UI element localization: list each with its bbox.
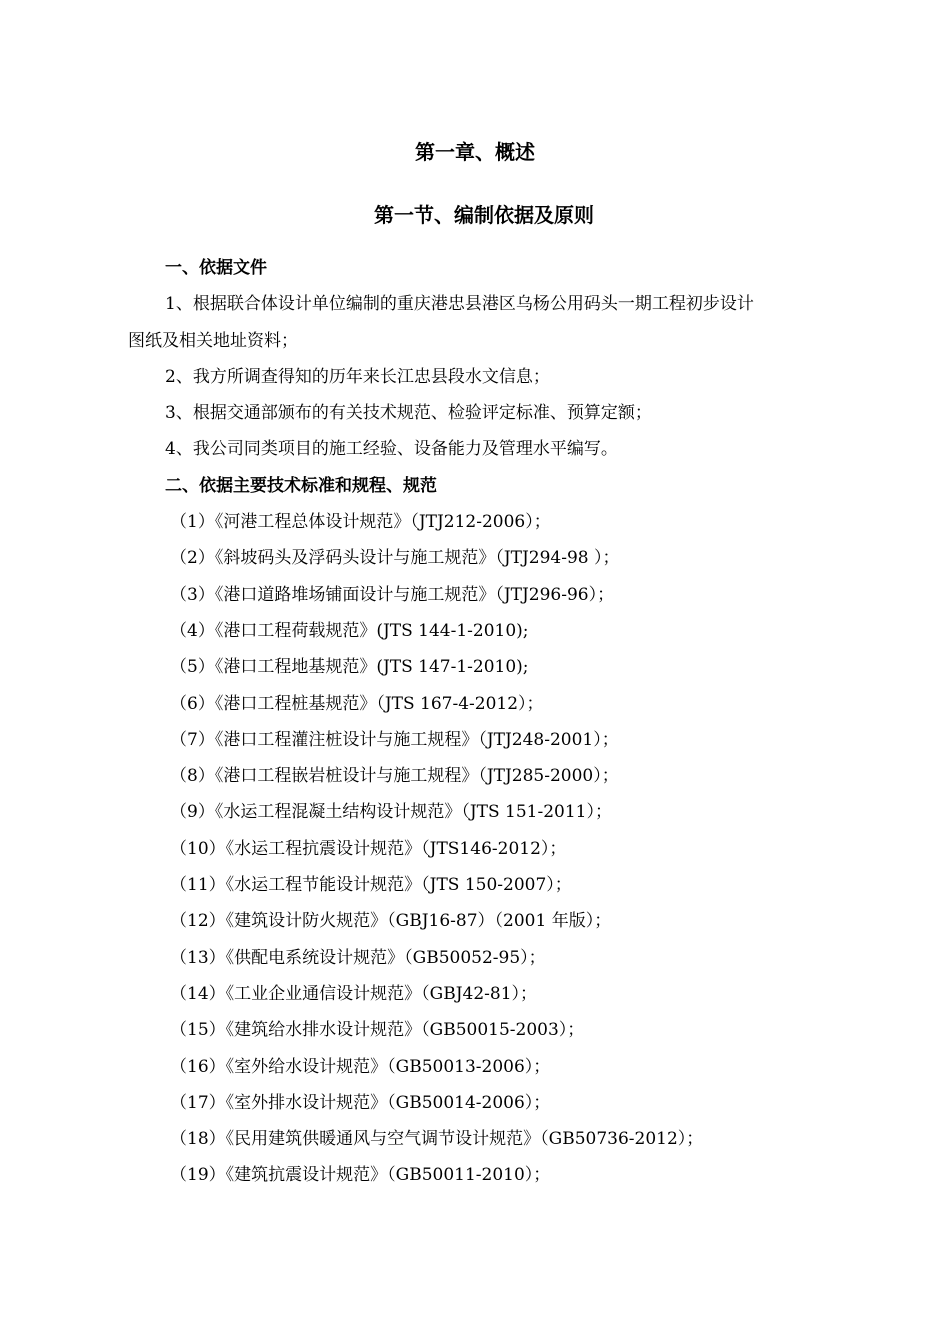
part1-item: 4、我公司同类项目的施工经验、设备能力及管理水平编写。 (165, 439, 618, 460)
standard-reference: （3）《港口道路堆场铺面设计与施工规范》（JTJ296-96）； (170, 584, 615, 605)
part1-item: 2、我方所调查得知的历年来长江忠县段水文信息； (165, 366, 550, 387)
standard-reference: （9）《水运工程混凝土结构设计规范》（JTS 151-2011）； (170, 802, 612, 823)
standard-reference: （13）《供配电系统设计规范》（GB50052-95）； (170, 947, 546, 968)
part1-item: 3、根据交通部颁布的有关技术规范、检验评定标准、预算定额； (165, 403, 652, 424)
standard-reference: （7）《港口工程灌注桩设计与施工规程》（JTJ248-2001）； (170, 729, 619, 750)
chapter-title: 第一章、概述 (415, 140, 535, 164)
standard-reference: （17）《室外排水设计规范》（GB50014-2006）； (170, 1092, 551, 1113)
standard-reference: （14）《工业企业通信设计规范》（GBJ42-81）； (170, 983, 538, 1004)
standard-reference: （10）《水运工程抗震设计规范》（JTS146-2012）； (170, 838, 567, 859)
standard-reference: （12）《建筑设计防火规范》（GBJ16-87）（2001 年版）； (170, 911, 612, 932)
standard-reference: （11）《水运工程节能设计规范》（JTS 150-2007）； (170, 875, 572, 896)
standard-reference: （16）《室外给水设计规范》（GB50013-2006）； (170, 1056, 551, 1077)
standard-reference: （8）《港口工程嵌岩桩设计与施工规程》（JTJ285-2000）； (170, 766, 619, 787)
standard-reference: （4）《港口工程荷载规范》(JTS 144-1-2010); (170, 620, 529, 641)
part1-heading: 一、依据文件 (165, 258, 267, 278)
standard-reference: （6）《港口工程桩基规范》（JTS 167-4-2012）； (170, 693, 544, 714)
document-body (128, 250, 840, 1194)
standard-reference: （2）《斜坡码头及浮码头设计与施工规范》（JTJ294-98 ）； (170, 548, 620, 569)
part1-item-continuation: 图纸及相关地址资料； (128, 330, 298, 351)
section-title: 第一节、编制依据及原则 (374, 203, 594, 227)
standard-reference: （15）《建筑给水排水设计规范》（GB50015-2003）； (170, 1020, 585, 1041)
standard-reference: （19）《建筑抗震设计规范》（GB50011-2010）； (170, 1165, 551, 1186)
standard-reference: （18）《民用建筑供暖通风与空气调节设计规范》（GB50736-2012）； (170, 1129, 704, 1150)
standard-reference: （5）《港口工程地基规范》(JTS 147-1-2010); (170, 657, 529, 678)
part2-heading: 二、依据主要技术标准和规程、规范 (165, 475, 437, 496)
part1-item: 1、根据联合体设计单位编制的重庆港忠县港区乌杨公用码头一期工程初步设计 (165, 294, 754, 315)
standard-reference: （1）《河港工程总体设计规范》（JTJ212-2006）； (170, 512, 551, 533)
